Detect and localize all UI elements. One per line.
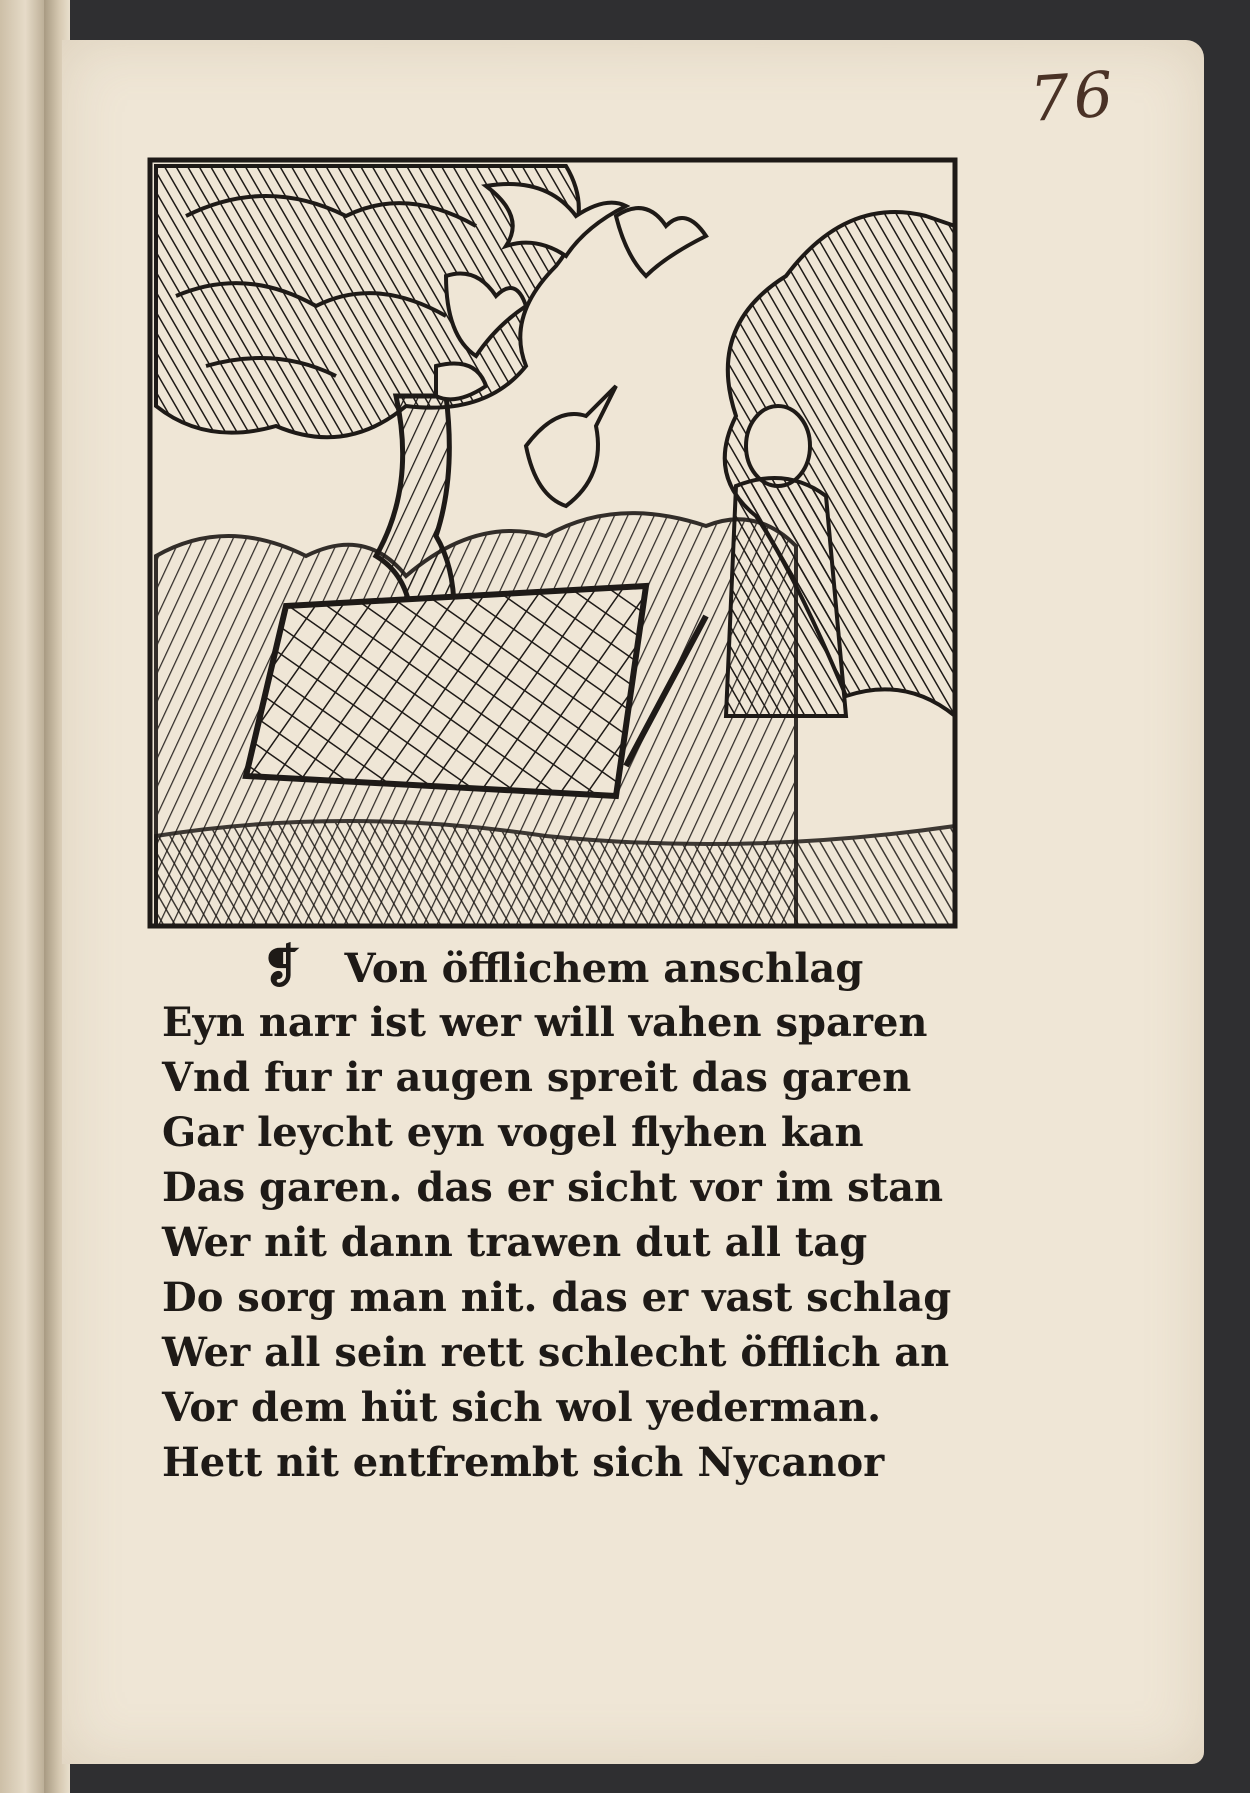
- verse-line: Do sorg man nit. das er vast schlag: [162, 1274, 952, 1321]
- verse-line: Wer all sein rett schlecht öfflich an: [162, 1329, 950, 1376]
- verse-block: [162, 940, 962, 1490]
- paragraph-mark: ❡: [262, 939, 301, 993]
- woodcut-illustration: [146, 156, 959, 930]
- verse-line: Eyn narr ist wer will vahen sparen: [162, 999, 928, 1046]
- folio-number: 76: [1027, 57, 1120, 136]
- verse-line: Das garen. das er sicht vor im stan: [162, 1164, 944, 1211]
- verse-line: Gar leycht eyn vogel flyhen kan: [162, 1109, 864, 1156]
- verse-title-text: Von öfflichem anschlag: [344, 945, 864, 992]
- verse-line: Hett nit entfrembt sich Nycanor: [162, 1439, 885, 1486]
- left-page-edge: [0, 0, 46, 1793]
- verse-line: Vnd fur ir augen spreit das garen: [162, 1054, 912, 1101]
- verse-title: [162, 940, 962, 995]
- verse-line: Wer nit dann trawen dut all tag: [162, 1219, 868, 1266]
- verse-line: Vor dem hüt sich wol yederman.: [162, 1384, 882, 1431]
- bird-net: [246, 586, 646, 796]
